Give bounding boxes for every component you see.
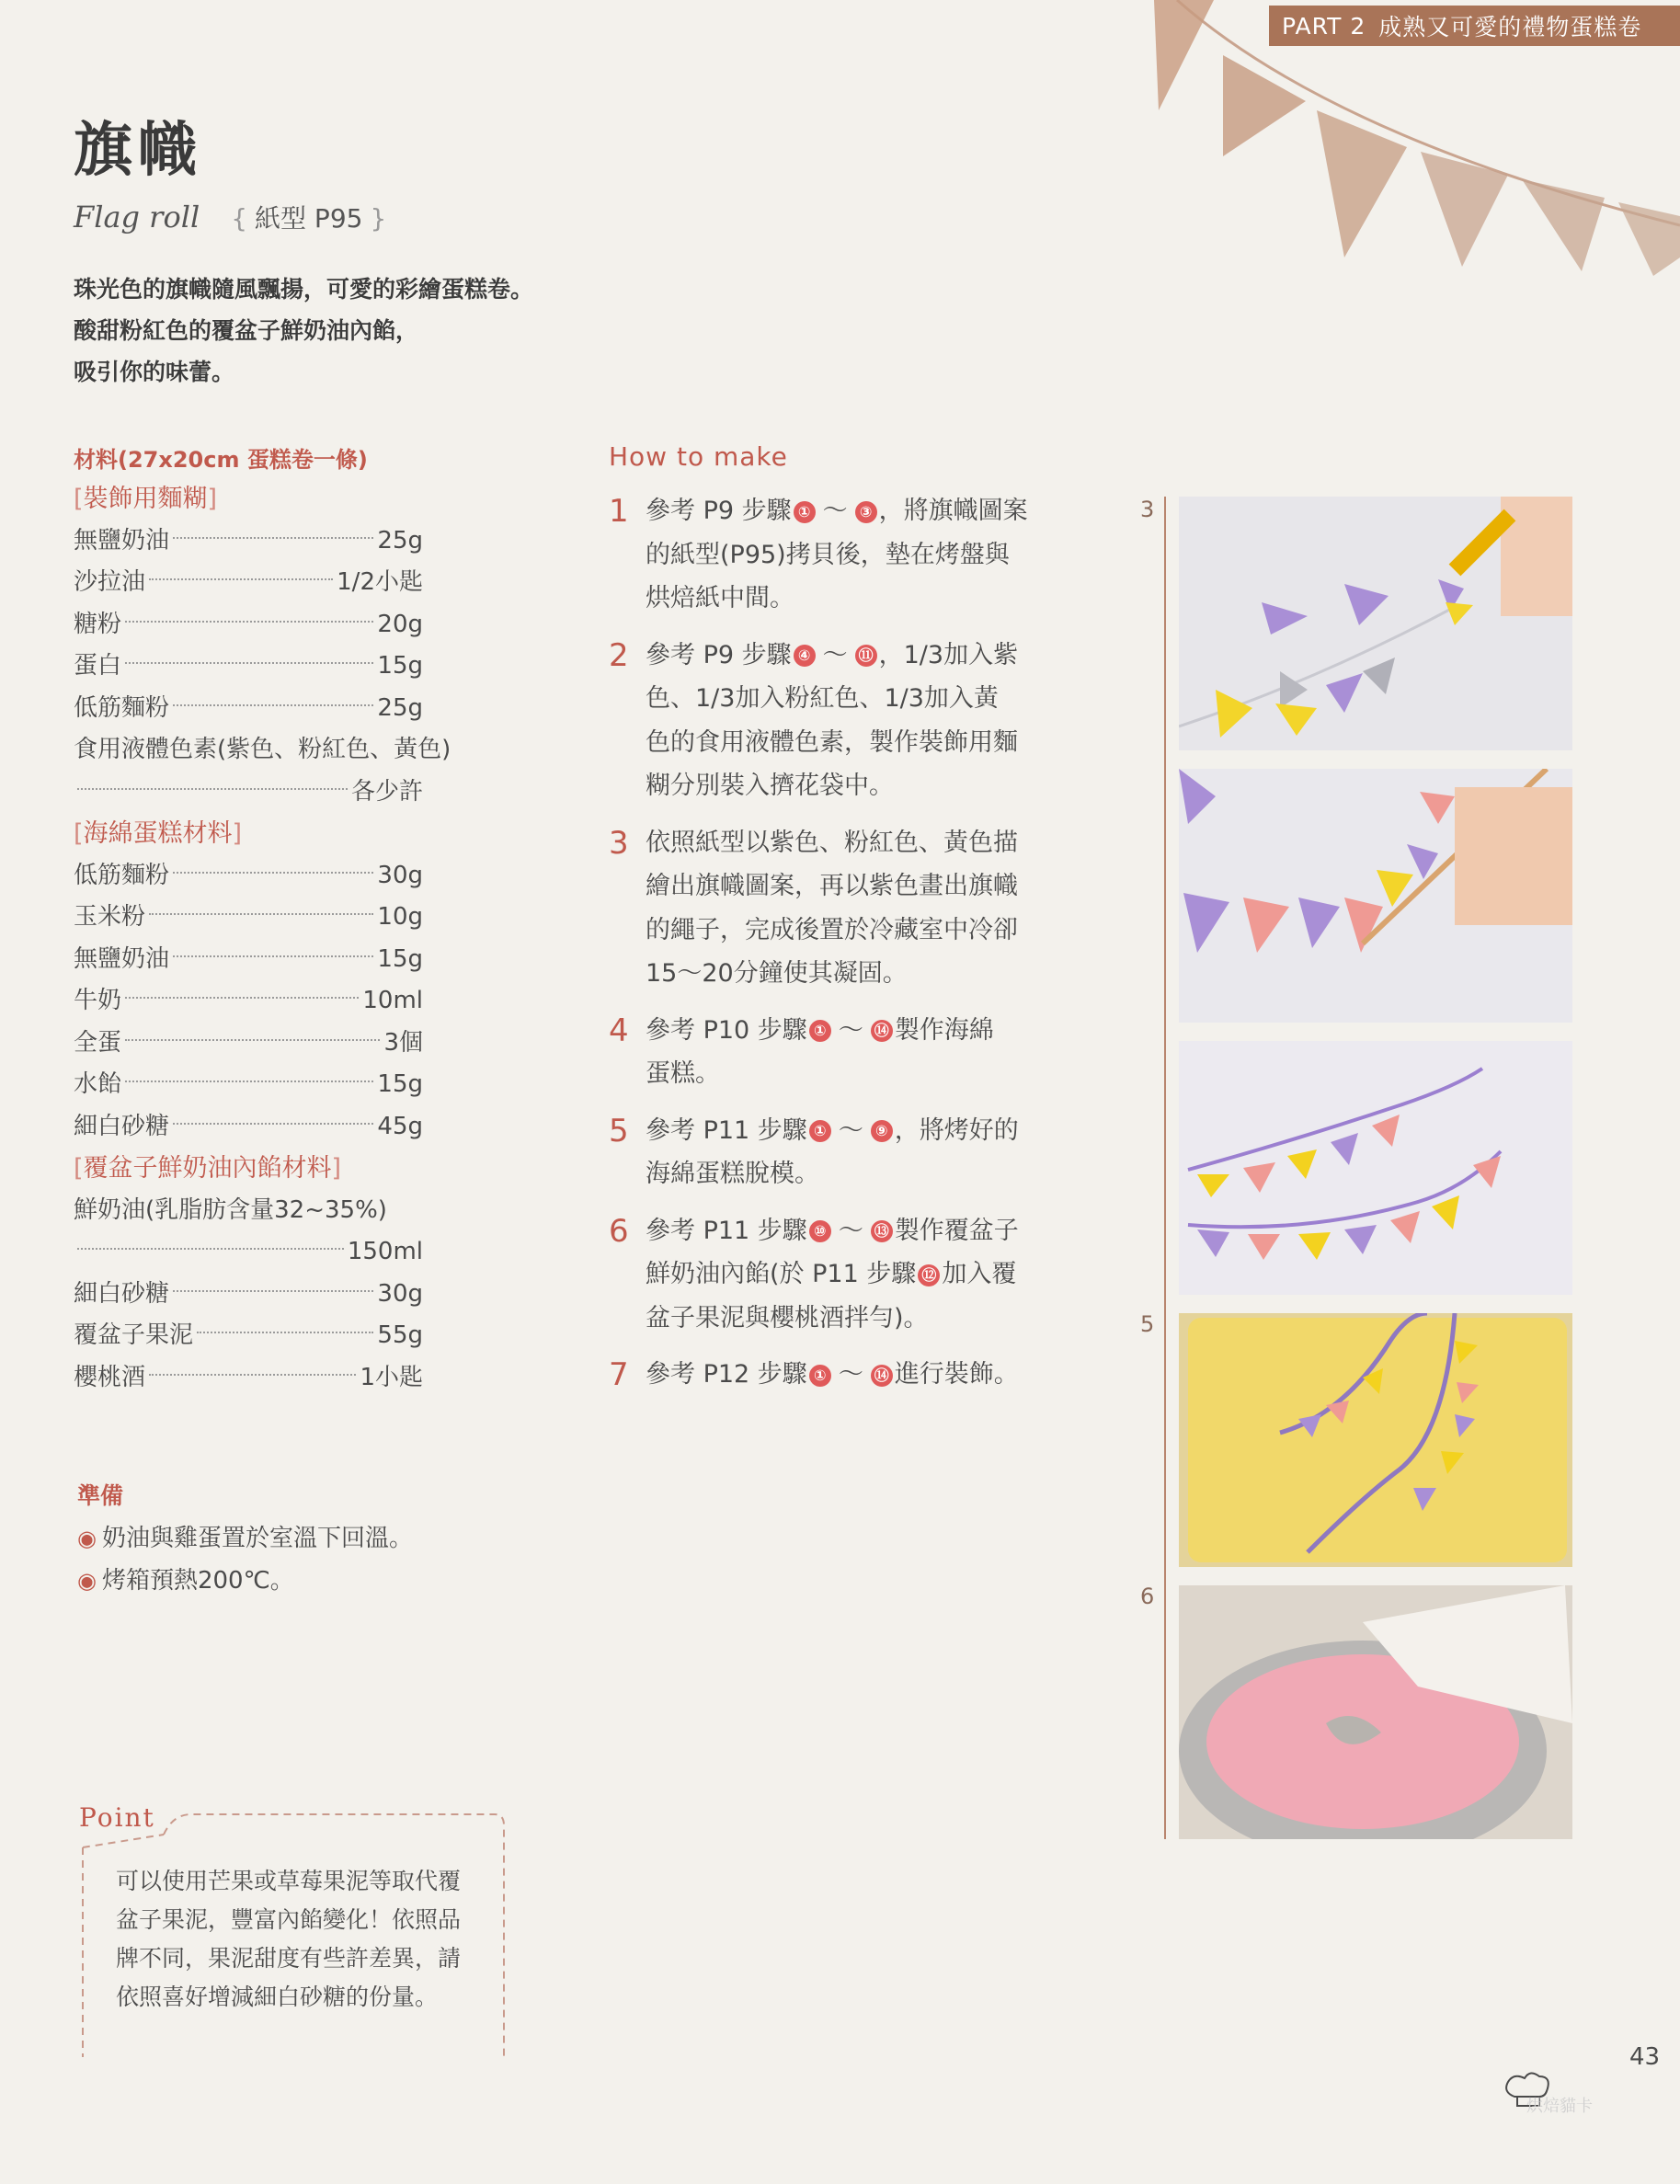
dot-leader <box>173 1290 373 1292</box>
step-ref-number: ⑨ <box>871 1120 893 1142</box>
intro-text <box>74 269 533 393</box>
ingredient-row <box>74 688 423 730</box>
step-ref-number: ④ <box>794 645 816 667</box>
page-title: 旗幟 <box>74 117 202 185</box>
ingredient-name: 無鹽奶油 <box>74 526 170 555</box>
dot-leader <box>77 788 348 790</box>
step-ref-number: ③ <box>855 501 877 523</box>
step-line <box>646 577 1028 621</box>
ingredient-name: 糖粉 <box>74 610 122 638</box>
step-number: 6 <box>609 1212 629 1250</box>
step-line <box>646 1052 994 1096</box>
section-label: 裝飾用麵糊 <box>83 485 208 513</box>
step-line <box>646 1252 1019 1297</box>
step-text-segment: 的紙型(P95)拷貝後，墊在烤盤與 <box>646 540 1010 569</box>
brace-right: } <box>370 203 387 234</box>
step-text <box>646 1009 994 1096</box>
section-label: 海綿蛋糕材料 <box>83 819 233 848</box>
ingredient-row <box>74 1190 423 1232</box>
ingredient-row <box>74 1064 423 1106</box>
dot-leader <box>149 913 373 915</box>
dot-leader <box>125 662 373 664</box>
ingredient-name: 鮮奶油(乳脂肪含量32~35%) <box>74 1195 387 1224</box>
ingredient-row <box>74 729 451 772</box>
range-tilde: ～ <box>838 1216 863 1245</box>
step-number: 3 <box>609 824 629 862</box>
ingredient-amount: 1/2小匙 <box>337 568 423 596</box>
ingredient-row <box>74 646 423 688</box>
point-text <box>116 1862 493 2017</box>
ingredient-name: 食用液體色素(紫色、粉紅色、黃色) <box>74 736 451 763</box>
ingredient-row <box>74 1106 423 1149</box>
step-text-segment: ，將旗幟圖案 <box>878 497 1028 525</box>
step-text-segment: 烘焙紙中間。 <box>646 584 794 612</box>
prep-heading: 準備 <box>77 1482 124 1509</box>
ingredient-section-heading <box>74 478 423 520</box>
ingredient-amount: 15g <box>377 652 423 680</box>
step-line <box>646 1353 1019 1397</box>
ingredient-row <box>74 604 423 646</box>
step-line <box>646 677 1018 721</box>
prep-item <box>77 1560 413 1602</box>
ingredient-amount: 15g <box>377 1070 423 1098</box>
dot-leader <box>197 1332 373 1333</box>
ingredients-heading: 材料(27x20cm 蛋糕卷一條) <box>74 447 368 473</box>
step-line <box>646 1009 994 1053</box>
step-text-segment: 的繩子，完成後置於冷藏室中冷卻 <box>646 915 1018 944</box>
bunting-decoration <box>1103 0 1680 368</box>
step-line <box>646 1109 1019 1153</box>
dot-leader <box>173 704 373 706</box>
step-text-segment: 參考 P10 步驟 <box>646 1015 807 1045</box>
ingredient-section-heading <box>74 813 423 855</box>
step-text <box>646 1209 1019 1341</box>
photo-step5-sponge <box>1179 1313 1572 1567</box>
step-item <box>609 821 1050 996</box>
step-text-segment: 色的食用液體色素，製作裝飾用麵 <box>646 727 1018 757</box>
step-text <box>646 1109 1019 1196</box>
step-ref-number: ① <box>794 501 816 523</box>
step-item <box>609 1353 1050 1397</box>
section-label: 覆盆子鮮奶油內餡材料 <box>83 1154 332 1183</box>
step-text-segment: 蛋糕。 <box>646 1059 720 1088</box>
ingredient-amount: 25g <box>377 526 423 555</box>
ingredient-name: 無鹽奶油 <box>74 944 170 973</box>
ingredients-list <box>74 478 451 1399</box>
prep-item <box>77 1517 413 1560</box>
subtitle <box>74 199 394 235</box>
step-ref-number: ⑫ <box>918 1264 940 1286</box>
photo-step3-piping <box>1179 497 1572 750</box>
step-text-segment: 參考 P9 步驟 <box>646 497 792 525</box>
step-text-segment: 製作覆盆子 <box>894 1216 1019 1245</box>
ingredient-row <box>74 772 423 814</box>
dot-leader <box>125 1081 373 1082</box>
step-text-segment: 繪出旗幟圖案，再以紫色畫出旗幟 <box>646 872 1018 900</box>
ingredient-name: 細白砂糖 <box>74 1112 170 1140</box>
dot-leader <box>125 1039 380 1041</box>
prep-item-text: 烤箱預熱200℃。 <box>101 1567 294 1595</box>
step-item <box>609 634 1050 808</box>
ingredient-row <box>74 562 423 604</box>
step-line <box>646 533 1028 577</box>
step-line <box>646 1297 1019 1341</box>
bracket-left: [ <box>74 819 84 848</box>
photo-label-5: 5 <box>1140 1311 1155 1337</box>
ingredient-name: 櫻桃酒 <box>74 1363 146 1391</box>
ingredient-name: 玉米粉 <box>74 903 146 931</box>
pattern-reference: 紙型 P95 <box>255 203 363 234</box>
ingredient-row <box>74 1357 423 1400</box>
ingredient-amount: 150ml <box>347 1238 423 1265</box>
step-text-segment: 加入覆 <box>942 1260 1017 1288</box>
ingredient-name: 覆盆子果泥 <box>74 1321 194 1349</box>
english-title: Flag roll <box>74 200 200 234</box>
ingredient-amount: 30g <box>377 1279 423 1308</box>
step-text <box>646 634 1018 808</box>
point-line: 牌不同，果泥甜度有些許差異，請 <box>116 1945 462 1972</box>
step-item <box>609 1109 1050 1196</box>
photo-divider <box>1164 497 1166 1839</box>
ingredient-section-heading <box>74 1148 423 1190</box>
step-text <box>646 489 1028 621</box>
ingredient-amount: 3個 <box>383 1028 423 1057</box>
step-text-segment: 進行裝飾。 <box>894 1360 1019 1389</box>
ingredient-name: 牛奶 <box>74 987 122 1014</box>
step-text-segment: 製作海綿 <box>894 1015 994 1045</box>
step-item <box>609 1009 1050 1096</box>
step-text-segment: 色、1/3加入粉紅色、1/3加入黃 <box>646 684 999 713</box>
step-line <box>646 1209 1019 1253</box>
step-number: 7 <box>609 1356 629 1393</box>
dot-leader <box>125 997 359 999</box>
steps-list <box>609 489 1050 1410</box>
step-ref-number: ⑭ <box>871 1365 893 1387</box>
range-tilde: ～ <box>838 1115 863 1145</box>
bullet-icon: ◉ <box>77 1526 97 1551</box>
ingredient-row <box>74 855 423 898</box>
ingredient-amount: 30g <box>377 861 423 889</box>
step-ref-number: ① <box>809 1120 831 1142</box>
ingredient-amount: 10ml <box>362 987 423 1014</box>
intro-line: 吸引你的味蕾。 <box>74 359 235 385</box>
ingredient-amount: 10g <box>377 903 423 931</box>
step-line <box>646 909 1018 953</box>
step-ref-number: ⑬ <box>871 1220 893 1242</box>
dot-leader <box>173 955 373 957</box>
ingredient-name: 低筋麵粉 <box>74 693 170 722</box>
bracket-left: [ <box>74 485 84 513</box>
section-title: 成熟又可愛的禮物蛋糕卷 <box>1378 14 1642 40</box>
watermark-text: 烘焙貓卡 <box>1526 2097 1593 2116</box>
bracket-right: ] <box>232 819 243 848</box>
step-ref-number: ⑪ <box>855 645 877 667</box>
bracket-right: ] <box>207 485 218 513</box>
ingredient-name: 低筋麵粉 <box>74 861 170 889</box>
step-text-segment: 參考 P9 步驟 <box>646 640 792 669</box>
step-number: 2 <box>609 636 629 674</box>
step-text-segment: ，將烤好的 <box>894 1115 1019 1145</box>
step-line <box>646 864 1018 909</box>
step-number: 1 <box>609 493 629 530</box>
ingredient-amount: 45g <box>377 1112 423 1140</box>
intro-line: 酸甜粉紅色的覆盆子鮮奶油內餡， <box>74 317 419 344</box>
point-line: 盆子果泥，豐富內餡變化！依照品 <box>116 1906 462 1933</box>
photo-label-3: 3 <box>1140 497 1155 522</box>
photo-step3-shaping <box>1179 769 1572 1023</box>
ingredient-row <box>74 1023 423 1065</box>
photo-step6-cream <box>1179 1585 1572 1839</box>
ingredient-amount: 1小匙 <box>360 1363 423 1391</box>
step-line <box>646 764 1018 808</box>
step-text-segment: 鮮奶油內餡(於 P11 步驟 <box>646 1260 917 1288</box>
ingredient-amount: 15g <box>377 944 423 973</box>
ingredient-amount: 55g <box>377 1321 423 1349</box>
bullet-icon: ◉ <box>77 1568 97 1594</box>
step-number: 5 <box>609 1112 629 1149</box>
dot-leader <box>173 1123 373 1125</box>
step-line <box>646 489 1028 533</box>
ingredient-row <box>74 1231 423 1274</box>
dot-leader <box>77 1248 344 1250</box>
step-item <box>609 489 1050 621</box>
dot-leader <box>173 872 373 874</box>
step-line <box>646 821 1018 865</box>
step-number: 4 <box>609 1012 629 1049</box>
how-to-heading: How to make <box>609 441 788 472</box>
step-ref-number: ① <box>809 1020 831 1042</box>
step-ref-number: ⑭ <box>871 1020 893 1042</box>
brace-left: { <box>231 203 248 234</box>
step-text-segment: 15～20分鐘使其凝固。 <box>646 959 908 988</box>
range-tilde: ～ <box>822 497 848 525</box>
ingredient-name: 水飴 <box>74 1070 122 1098</box>
ingredient-amount: 25g <box>377 693 423 722</box>
ingredient-name: 細白砂糖 <box>74 1279 170 1308</box>
step-text <box>646 1353 1019 1397</box>
dot-leader <box>125 621 373 623</box>
step-text-segment: 依照紙型以紫色、粉紅色、黃色描 <box>646 828 1018 857</box>
ingredient-name: 蛋白 <box>74 652 122 680</box>
step-line <box>646 1152 1019 1196</box>
prep-item-text: 奶油與雞蛋置於室溫下回溫。 <box>101 1525 413 1552</box>
ingredient-row <box>74 520 423 563</box>
range-tilde: ～ <box>838 1015 863 1045</box>
ingredient-amount: 各少許 <box>350 777 423 806</box>
part-number: PART 2 <box>1282 12 1366 40</box>
step-text-segment: 參考 P12 步驟 <box>646 1360 807 1389</box>
page-number: 43 <box>1629 2043 1661 2071</box>
ingredient-row <box>74 980 423 1023</box>
step-line <box>646 634 1018 678</box>
bracket-left: [ <box>74 1154 84 1183</box>
step-text-segment: 盆子果泥與櫻桃酒拌勻)。 <box>646 1303 929 1332</box>
dot-leader <box>173 537 373 539</box>
prep-list <box>77 1517 413 1602</box>
photo-step3-string <box>1179 1041 1572 1295</box>
dot-leader <box>149 1374 356 1376</box>
range-tilde: ～ <box>822 640 848 669</box>
step-text-segment: 參考 P11 步驟 <box>646 1216 807 1245</box>
step-text-segment: 參考 P11 步驟 <box>646 1115 807 1145</box>
step-ref-number: ⑩ <box>809 1220 831 1242</box>
ingredient-row <box>74 897 423 939</box>
point-line: 依照喜好增減細白砂糖的份量。 <box>116 1984 439 2010</box>
ingredient-row <box>74 1315 423 1357</box>
dot-leader <box>149 578 333 580</box>
step-text-segment: 海綿蛋糕脫模。 <box>646 1160 819 1188</box>
step-text-segment: ，1/3加入紫 <box>878 640 1019 669</box>
step-text <box>646 821 1018 996</box>
ingredient-row <box>74 1274 423 1316</box>
step-line <box>646 952 1018 996</box>
step-item <box>609 1209 1050 1341</box>
point-label: Point <box>79 1802 155 1833</box>
photo-label-6: 6 <box>1140 1584 1155 1609</box>
point-line: 可以使用芒果或草莓果泥等取代覆 <box>116 1868 462 1894</box>
range-tilde: ～ <box>838 1360 863 1389</box>
ingredient-name: 全蛋 <box>74 1028 122 1057</box>
bracket-right: ] <box>331 1154 342 1183</box>
step-ref-number: ① <box>809 1365 831 1387</box>
step-line <box>646 721 1018 765</box>
ingredient-amount: 20g <box>377 610 423 638</box>
intro-line: 珠光色的旗幟隨風飄揚，可愛的彩繪蛋糕卷。 <box>74 276 534 303</box>
ingredient-row <box>74 939 423 981</box>
ingredient-name: 沙拉油 <box>74 568 146 596</box>
step-text-segment: 糊分別裝入擠花袋中。 <box>646 772 894 800</box>
